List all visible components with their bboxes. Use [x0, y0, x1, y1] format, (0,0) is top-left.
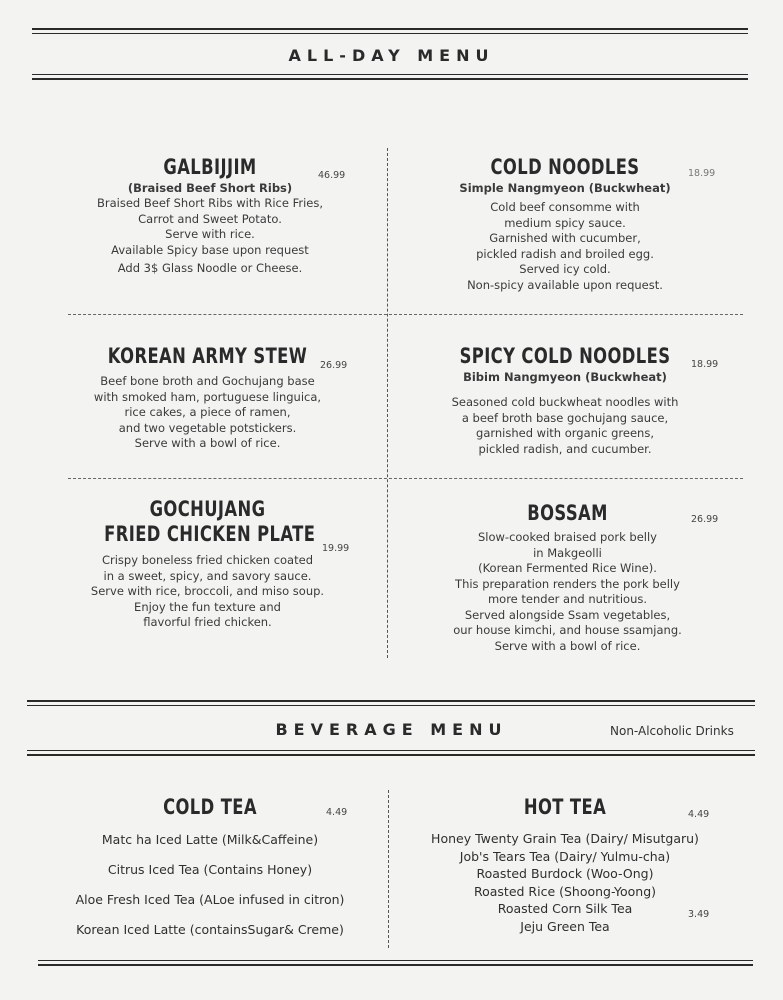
bottom-rule-2 — [38, 964, 753, 966]
item-title: SPICY COLD NOODLES — [459, 344, 671, 368]
price-cold-noodles: 18.99 — [688, 168, 716, 179]
item-title: COLD NOODLES — [490, 155, 640, 179]
hot-tea-list — [415, 830, 715, 935]
item-description: Beef bone broth and Gochujang base with smoked ham, portuguese linguica, rice cakes, a piece of ramen, and two vegetable potstickers. Serve with a bowl of rice. — [93, 374, 322, 450]
item-title: GALBIJJIM — [163, 155, 257, 179]
bev-rule-2 — [27, 705, 755, 706]
item-title-line1: GOCHUJANG — [149, 497, 266, 521]
food-divider-2 — [68, 478, 743, 479]
item-description: Cold beef consomme with medium spicy sauce. Garnished with cucumber, pickled radish and broiled egg. Served icy cold. Non-spicy available upon request. — [467, 200, 663, 292]
beverage-note: Non-Alcoholic Drinks — [610, 724, 734, 738]
list-item: Matc ha Iced Latte (Milk&Caffeine) — [101, 832, 319, 847]
beverage-cold-tea — [60, 795, 360, 943]
cold-tea-list — [60, 826, 360, 943]
price-fried-chicken: 19.99 — [322, 543, 350, 554]
price-cold-tea: 4.49 — [326, 807, 348, 818]
item-subtitle: (Braised Beef Short Ribs) — [127, 181, 293, 195]
menu-item-fried-chicken — [75, 497, 340, 631]
price-bossam: 26.99 — [691, 514, 719, 525]
item-subtitle: Bibim Nangmyeon (Buckwheat) — [463, 370, 667, 384]
all-day-menu-header: ALL-DAY MENU — [288, 46, 495, 65]
bev-rule-3 — [27, 750, 755, 751]
food-vertical-divider — [387, 148, 388, 658]
item-description: Crispy boneless fried chicken coated in a sweet, spicy, and savory sauce. Serve with rice, broccoli, and miso soup. Enjoy the fun texture and flavorful fried chicken. — [90, 553, 325, 629]
item-title: BOSSAM — [527, 501, 608, 525]
list-item: Roasted Corn Silk Tea — [497, 901, 633, 916]
beverage-hot-tea — [415, 795, 715, 935]
item-title: KOREAN ARMY STEW — [107, 344, 308, 368]
menu-item-galbijjim — [80, 155, 340, 277]
bev-rule-4 — [27, 754, 755, 756]
item-description: Slow-cooked braised pork belly in Makgeolli (Korean Fermented Rice Wine). This preparation renders the pork belly more tender and nutritious. Served alongside Ssam vegetables, our house kimchi, and house ssamjang. Serve with a bowl of rice. — [453, 530, 682, 653]
price-army-stew: 26.99 — [320, 360, 348, 371]
item-description: Seasoned cold buckwheat noodles with a beef broth base gochujang sauce, garnished with organic greens, pickled radish, and cucumber. — [451, 395, 679, 456]
list-item: Roasted Rice (Shoong-Yoong) — [473, 883, 657, 899]
bottom-rule-1 — [38, 960, 753, 961]
item-subtitle: Simple Nangmyeon (Buckwheat) — [459, 181, 671, 195]
list-item: Aloe Fresh Iced Tea (ALoe infused in citron) — [75, 892, 345, 907]
price-galbijjim: 46.99 — [318, 170, 346, 181]
menu-item-spicy-cold-noodles — [425, 344, 705, 457]
list-item: Citrus Iced Tea (Contains Honey) — [107, 862, 313, 877]
list-item: Job's Tears Tea (Dairy/ Yulmu-cha) — [459, 848, 671, 864]
item-title-line2: FRIED CHICKEN PLATE — [104, 522, 316, 546]
menu-item-cold-noodles — [430, 155, 700, 293]
list-item: Jeju Green Tea — [520, 918, 610, 934]
top-rule-1 — [32, 28, 748, 30]
top-rule-4 — [32, 78, 748, 80]
bev-rule-1 — [27, 700, 755, 702]
list-item: Korean Iced Latte (containsSugar& Creme) — [76, 922, 344, 937]
price-spicy-cold-noodles: 18.99 — [691, 359, 719, 370]
price-hot-tea-alt: 3.49 — [688, 909, 710, 920]
cold-tea-title: COLD TEA — [163, 795, 257, 819]
list-item: Honey Twenty Grain Tea (Dairy/ Misutgaru) — [431, 831, 699, 846]
food-divider-1 — [68, 314, 743, 315]
top-rule-2 — [32, 33, 748, 34]
menu-item-bossam — [425, 501, 710, 654]
top-rule-3 — [32, 74, 748, 75]
hot-tea-title: HOT TEA — [523, 795, 607, 819]
menu-item-army-stew — [75, 344, 340, 452]
beverage-vertical-divider — [388, 790, 389, 948]
beverage-menu-header: BEVERAGE MENU — [275, 720, 508, 739]
item-description: Braised Beef Short Ribs with Rice Fries, Carrot and Sweet Potato. Serve with rice. Available Spicy base upon request Add 3$ Glass Noodle or Cheese. — [97, 196, 323, 275]
price-hot-tea: 4.49 — [688, 809, 710, 820]
list-item: Roasted Burdock (Woo-Ong) — [476, 866, 654, 881]
